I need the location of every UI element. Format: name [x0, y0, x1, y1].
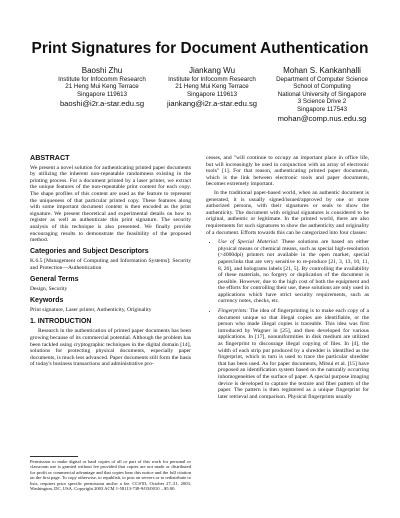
author-block [52, 66, 372, 123]
author-2 [162, 66, 262, 123]
general-terms-heading: General Terms [30, 275, 79, 283]
author-affiliation: 21 Heng Mui Keng Terrace [65, 83, 139, 91]
author-affiliation: Singapore 117543 [296, 105, 348, 113]
footnote-text: Permission to make digital or hard copies of all or part of this work for personal or classroom use is granted without fee provided that copies are not made or distributed for profit or commercial advantage and that copies bear this notice and the full citation on the first page. To copy otherwise, to republish, to post on servers or to redistribute to lists, requires prior specific permission and/or a fee. CCS'03, October 27–31, 2003, Washington, DC, USA. Copyright 2003 ACM 1-58113-738-9/03/0010 ...$5.00. [30, 459, 191, 492]
author-affiliation: 21 Heng Mui Keng Terrace [175, 83, 249, 91]
abstract-heading: ABSTRACT [30, 153, 70, 162]
author-affiliation: Institute for Infocomm Research [168, 76, 256, 83]
author-affiliation: Singapore 119613 [76, 90, 128, 98]
list-item: • Use of Special Material: These solutions are based on either physical means or chemical means, such as special high-resolution (>4000dpi) printers not available in the open market, special papers/inks that are very sensitive to re-produce [21, 3, 13, 10, 11, 8, 26], and holograms labels [21, 5]. By controlling the availability of these materials, no forgery or duplication of the document is possible. However, due to the high cost of both the equipment and the efforts for controlling their use, these solutions are only used in applications which have strict security requirements, such as currency notes, checks, etc. [218, 239, 369, 305]
classes-list [206, 239, 369, 400]
body-paragraph: In the traditional paper-based world, when an authentic document is generated, it is usually signed/issued/approved by one or more authorized persons, with their signatures or seals to show the authenticity. The document with original signatures is considered to be original, authentic or legitimate. In the printed world, there are also requirements for such signatures to show the authenticity and originality of a document. Efforts towards this can be categorized into four classes: [206, 189, 369, 236]
right-column [206, 155, 369, 403]
author-affiliation: Singapore 119613 [186, 90, 238, 98]
abstract-text: We present a novel solution for authenticating printed paper documents by utilizing the inherent non-repeatable randomness existing in the printing process. For a document printed by a laser printer, we extract the unique features of the non-repeatable print content for each copy. The shape profiles of this content are used as the feature to represent the uniqueness of that particular printed copy. These features along with some important document content is then encoded as the print signature. We present theoretical and experimental details on how to register as well as authenticate this print signature. The security analysis of this technique is also presented. We finally provide encouraging results to demonstrate the feasibility of the proposed method. [30, 164, 191, 244]
author-name: Baoshi Zhu [81, 66, 123, 75]
footnote-rule [30, 456, 78, 457]
author-email: mohan@comp.nus.edu.sg [277, 114, 367, 124]
intro-heading: 1. INTRODUCTION [30, 317, 92, 325]
categories-heading: Categories and Subject Descriptors [30, 247, 149, 255]
author-3 [272, 66, 372, 123]
author-affiliation: School of Computing [293, 83, 351, 91]
list-item-label: Fingerprints [218, 308, 247, 315]
categories-text: K.6.5 [Management of Computing and Information Systems]: Security and Protection—Authentication [30, 258, 191, 271]
author-affiliation: Institute for Infocomm Research [58, 76, 146, 83]
author-name: Jiankang Wu [188, 66, 236, 75]
copyright-footnote [30, 456, 191, 491]
list-item-label: Use of Special Material [218, 239, 277, 246]
list-item-text: These solutions are based on either physical means or chemical means, such as special high-resolution (>4000dpi) printers not available in the open market, special papers/inks that are very sensitive to re-produce [21, 3, 13, 10, 11, 8, 26], and holograms labels [21, 5]. By controlling the availability of these materials, no forgery or duplication of the document is possible. However, due to the high cost of both the equipment and the efforts for controlling their use, these solutions are only used in applications which have strict security requirements, such as currency notes, checks, etc. [218, 239, 369, 305]
author-affiliation: 3 Science Drive 2 [297, 98, 347, 106]
left-column [30, 155, 191, 370]
author-affiliation: Department of Computer Science [276, 76, 368, 83]
list-item-text: The idea of fingerprinting is to make each copy of a document unique so that illegal copies are identifiable, or the person who made illegal copies is traceable. This idea was first introduced by Wagner in [25], and then developed for various applications. In [17], nonuniformities in disk medium are utilized as fingerprint to discourage illegal copying of files. In [4], the width of each strip put produced by a shredder is identified as the fingerprint, which in turn is used to trace the particular shredder that has been used. As for paper documents, Mitsui et al. [15] have proposed an identification system based on the naturally occurring inhomogeneities of the surface of paper. A special purpose imaging device is developed to capture the texture and fiber pattern of the paper. The pattern is then registered as a unique fingerprint for later retrieval and comparison. Physical fingerprints usually [218, 308, 369, 400]
paper-title: Print Signatures for Document Authentication [31, 40, 369, 57]
list-item: • Fingerprints: The idea of fingerprinting is to make each copy of a document unique so that illegal copies are identifiable, or the person who made illegal copies is traceable. This idea was first introduced by Wagner in [25], and then developed for various applications. In [17], nonuniformities in disk medium are utilized as fingerprint to discourage illegal copying of files. In [4], the width of each strip put produced by a shredder is identified as the fingerprint, which in turn is used to trace the particular shredder that has been used. As for paper documents, Mitsui et al. [15] have proposed an identification system based on the naturally occurring inhomogeneities of the surface of paper. A special purpose imaging device is developed to capture the texture and fiber pattern of the paper. The pattern is then registered as a unique fingerprint for later retrieval and comparison. Physical fingerprints usually [218, 308, 369, 400]
author-affiliation: National University of Singapore [277, 90, 367, 98]
body-paragraph: cesses, and "will continue to occupy an important place in office life, but will increasingly be used in conjunction with an array of electronic tools" [1]. For that reason, authenticating printed paper documents, which is the link between electronic tools and paper documents, becomes extremely important. [206, 155, 369, 188]
author-email: baoshi@i2r.a-star.edu.sg [59, 99, 145, 109]
keywords-text: Print signature, Laser printer, Authenticity, Originality [30, 307, 152, 314]
general-terms-text: Design, Security [30, 286, 68, 293]
intro-text: Research in the authentication of printed paper documents has been growing because of its commercial potential. Although the problem has been tackled using cryptographic techniques in the digital domain [14], solutions for protecting physical documents, especially paper documents, is much less advanced. Paper documents still form the basis of today's business transactions and administrative pro- [30, 328, 191, 368]
author-1 [52, 66, 152, 123]
author-name: Mohan S. Kankanhalli [283, 66, 361, 75]
author-email: jiankang@i2r.a-star.edu.sg [166, 99, 258, 109]
keywords-heading: Keywords [30, 296, 64, 304]
